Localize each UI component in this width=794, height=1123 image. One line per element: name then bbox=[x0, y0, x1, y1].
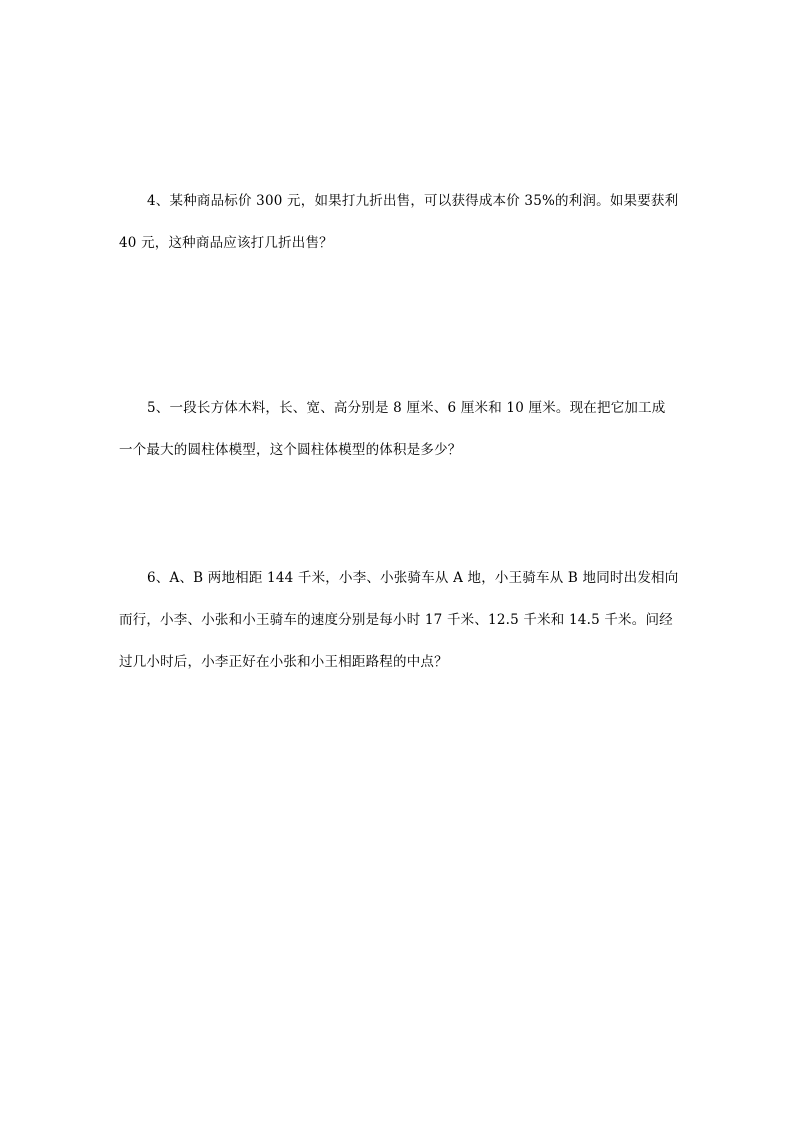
problem-4 bbox=[119, 180, 679, 264]
problem-6-line-2: 而行，小李、小张和小王骑车的速度分别是每小时 17 千米、12.5 千米和 14.5 千米。问经 bbox=[119, 612, 673, 628]
problem-5-line-2: 一个最大的圆柱体模型，这个圆柱体模型的体积是多少？ bbox=[119, 442, 462, 458]
problem-6 bbox=[119, 557, 679, 683]
problem-6-line-1: 6、A、B 两地相距 144 千米，小李、小张骑车从 A 地，小王骑车从 B 地同时出发相向 bbox=[147, 570, 679, 586]
problem-6-line-3: 过几小时后，小李正好在小张和小王相距路程的中点？ bbox=[119, 654, 448, 670]
problem-5-line-1: 5、一段长方体木料，长、宽、高分别是 8 厘米、6 厘米和 10 厘米。现在把它加工成 bbox=[147, 400, 666, 416]
problem-4-line-1: 4、某种商品标价 300 元，如果打九折出售，可以获得成本价 35%的利润。如果要获利 bbox=[147, 193, 679, 209]
problem-4-line-2: 40 元，这种商品应该打几折出售？ bbox=[119, 235, 333, 251]
problem-5 bbox=[119, 387, 679, 471]
